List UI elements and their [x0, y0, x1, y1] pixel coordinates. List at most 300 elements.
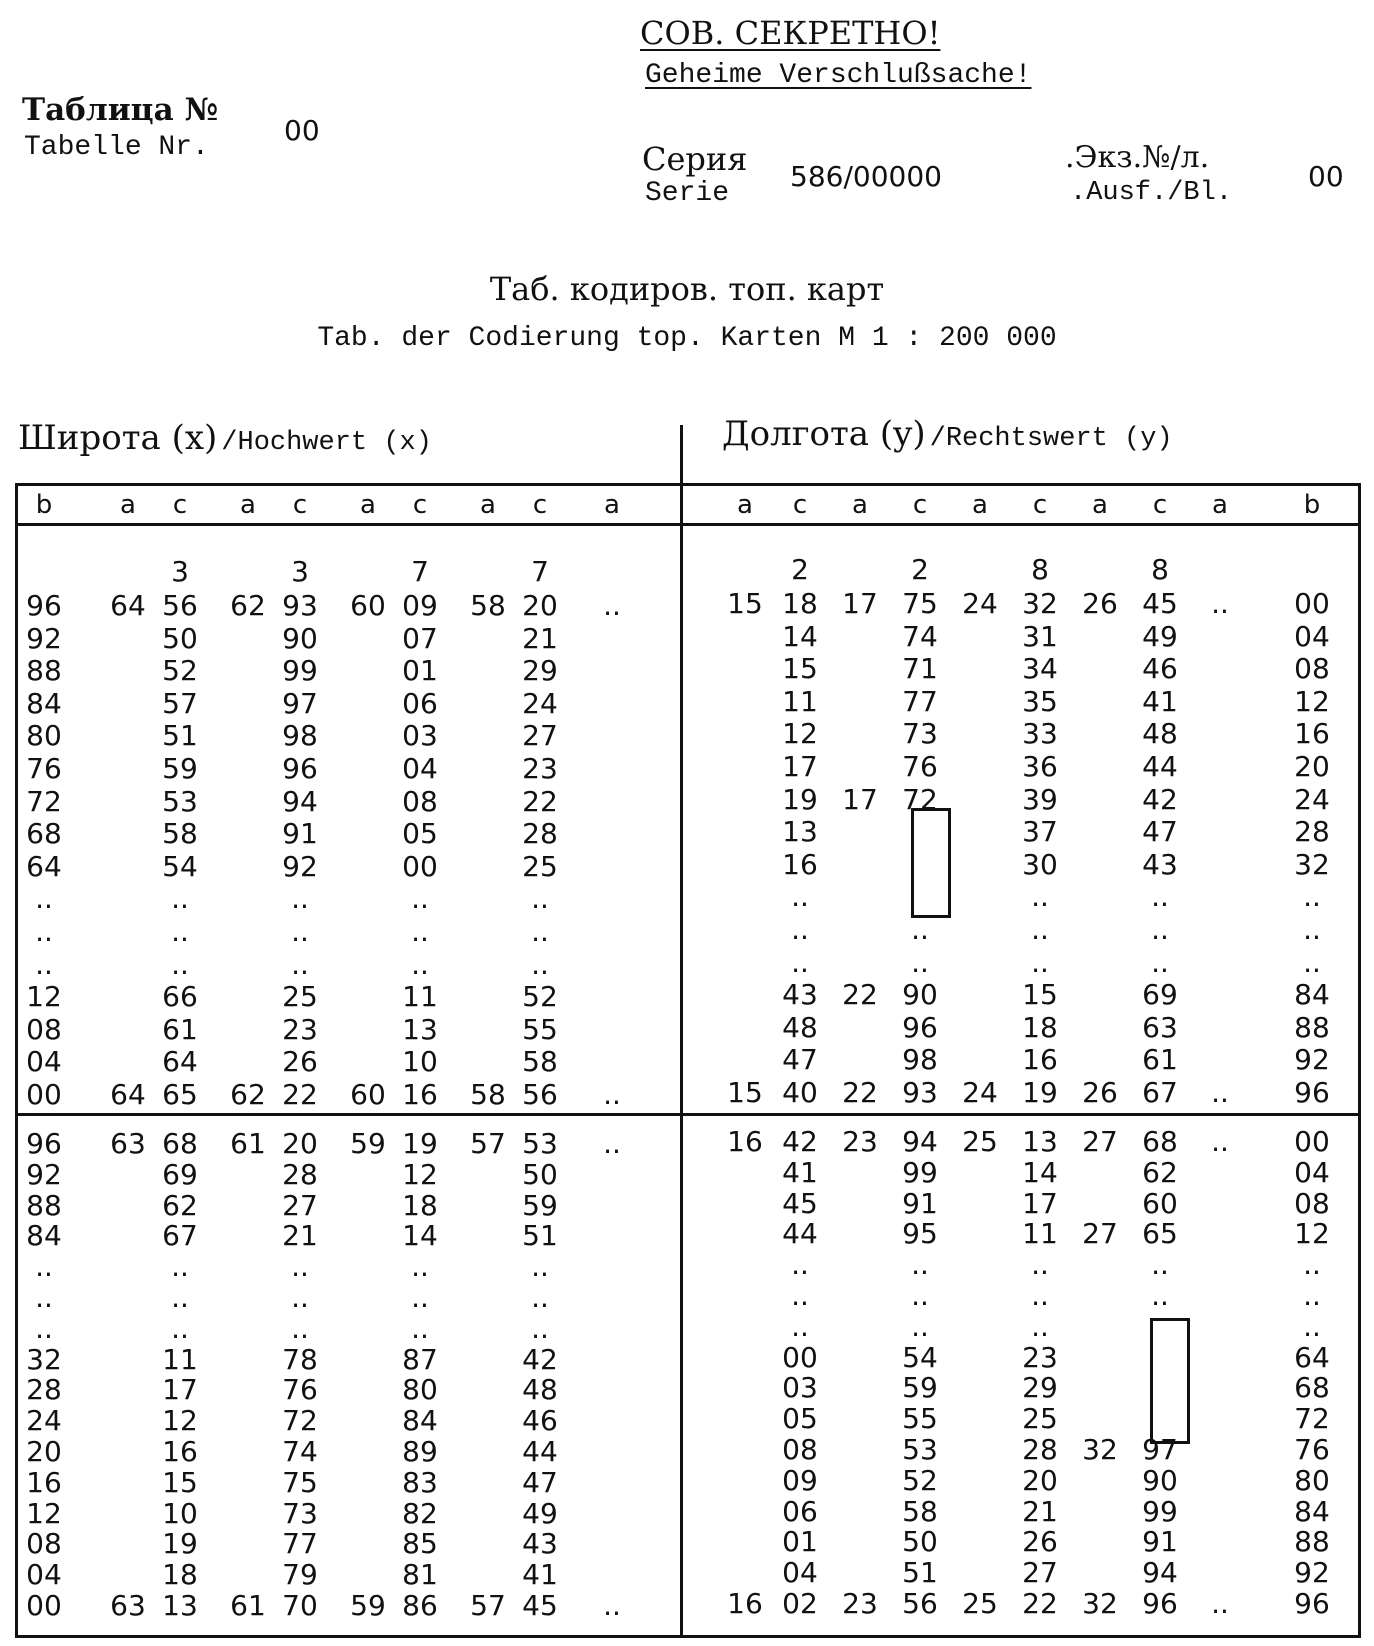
- code-cell: 25: [962, 1587, 998, 1620]
- code-cell: 51: [522, 1219, 558, 1253]
- code-cell: ..: [791, 1279, 809, 1312]
- copy-label-de: .Ausf./Bl.: [1070, 178, 1233, 208]
- code-cell: 57: [162, 686, 198, 720]
- code-cell: 04: [26, 1558, 62, 1592]
- code-cell: ..: [171, 882, 189, 916]
- code-cell: 76: [282, 1373, 318, 1407]
- code-cell: 99: [1142, 1494, 1178, 1528]
- title-de: Tab. der Codierung top. Karten M 1 : 200 000: [317, 323, 1057, 354]
- code-cell: 60: [350, 1078, 386, 1111]
- code-cell: 97: [1142, 1433, 1178, 1466]
- prefix-digit: 7: [411, 555, 429, 588]
- code-cell: 92: [282, 849, 318, 883]
- code-cell: 96: [902, 1010, 938, 1044]
- code-cell: 95: [902, 1217, 938, 1251]
- code-cell: ..: [171, 947, 189, 981]
- code-cell: 31: [1022, 619, 1058, 653]
- code-cell: 67: [162, 1219, 198, 1253]
- code-cell: 17: [782, 750, 818, 783]
- code-cell: 23: [282, 1012, 318, 1046]
- code-cell: ..: [291, 882, 309, 916]
- code-cell: 20: [282, 1127, 318, 1160]
- code-cell: 94: [1142, 1556, 1178, 1590]
- code-cell: 34: [1022, 652, 1058, 686]
- code-cell: 76: [26, 752, 62, 785]
- code-cell: 25: [282, 980, 318, 1014]
- code-cell: 88: [1294, 1010, 1330, 1044]
- code-cell: 71: [902, 652, 938, 686]
- code-cell: 84: [1294, 1494, 1330, 1528]
- code-cell: 88: [1294, 1525, 1330, 1559]
- code-cell: 99: [902, 1155, 938, 1189]
- code-cell: 92: [1294, 1556, 1330, 1590]
- code-cell: ..: [171, 1250, 189, 1284]
- code-cell: 48: [782, 1010, 818, 1044]
- code-cell: 64: [110, 589, 146, 622]
- code-cell: 53: [522, 1127, 558, 1160]
- code-cell: 08: [26, 1527, 62, 1561]
- code-cell: 26: [1022, 1525, 1058, 1559]
- code-cell: 18: [782, 587, 818, 620]
- code-cell: ..: [911, 1248, 929, 1282]
- prefix-digit: 3: [171, 555, 189, 588]
- code-cell: 46: [1142, 652, 1178, 686]
- code-cell: ..: [1031, 1248, 1049, 1282]
- prefix-digit: 3: [291, 555, 309, 588]
- code-cell: 50: [902, 1525, 938, 1559]
- code-cell: 24: [962, 587, 998, 620]
- code-cell: 88: [26, 1188, 62, 1222]
- code-cell: 97: [282, 686, 318, 720]
- code-cell: 26: [282, 1045, 318, 1079]
- code-cell: 90: [282, 621, 318, 655]
- code-cell: 65: [162, 1078, 198, 1111]
- code-cell: ..: [291, 915, 309, 948]
- code-cell: ..: [1151, 945, 1169, 979]
- code-cell: ..: [35, 1311, 53, 1345]
- code-cell: ..: [411, 1311, 429, 1345]
- code-cell: 35: [1022, 684, 1058, 718]
- code-cell: 17: [842, 587, 878, 620]
- code-cell: 16: [1294, 717, 1330, 751]
- code-cell: 16: [782, 847, 818, 881]
- table-no-label-ru: Таблица №: [22, 92, 219, 128]
- code-cell: 17: [842, 782, 878, 816]
- code-cell: 84: [26, 1219, 62, 1253]
- code-cell: 73: [902, 717, 938, 751]
- column-header: c: [1032, 490, 1048, 520]
- code-cell: 61: [162, 1012, 198, 1046]
- code-cell: ..: [531, 1250, 549, 1284]
- code-cell: ..: [291, 1311, 309, 1345]
- code-cell: 96: [26, 589, 62, 622]
- code-cell: 84: [1294, 978, 1330, 1012]
- code-cell: 50: [522, 1157, 558, 1191]
- code-cell: 64: [110, 1078, 146, 1111]
- code-cell: 94: [282, 784, 318, 818]
- code-cell: ..: [1151, 880, 1169, 914]
- code-cell: 44: [1142, 750, 1178, 783]
- column-header: a: [852, 490, 868, 520]
- code-cell: 92: [1294, 1043, 1330, 1077]
- code-cell: 13: [402, 1012, 438, 1046]
- copy-label-ru: .Экз.№/л.: [1065, 140, 1210, 175]
- longitude-heading-de: /Rechtswert (y): [929, 424, 1173, 454]
- code-cell: 63: [1142, 1010, 1178, 1044]
- code-cell: ..: [411, 882, 429, 916]
- code-cell: ..: [603, 1589, 621, 1622]
- code-cell: 62: [230, 1078, 266, 1111]
- code-cell: 11: [162, 1342, 198, 1376]
- code-cell: 00: [782, 1340, 818, 1374]
- column-header: a: [1092, 490, 1108, 520]
- code-cell: 06: [782, 1494, 818, 1528]
- prefix-digit: 2: [791, 553, 809, 586]
- code-cell: 03: [402, 719, 438, 753]
- code-cell: 43: [522, 1527, 558, 1561]
- code-cell: 08: [1294, 652, 1330, 686]
- code-cell: ..: [1303, 1248, 1321, 1282]
- code-cell: 00: [26, 1589, 62, 1622]
- code-cell: 44: [782, 1217, 818, 1251]
- code-cell: 17: [162, 1373, 198, 1407]
- column-header: c: [532, 490, 548, 520]
- column-header: c: [292, 490, 308, 520]
- classification-ru: СОВ. СЕКРЕТНО!: [640, 14, 941, 52]
- code-cell: 21: [522, 621, 558, 655]
- code-cell: 93: [902, 1076, 938, 1109]
- code-cell: 87: [402, 1342, 438, 1376]
- code-cell: 75: [902, 587, 938, 620]
- code-cell: ..: [411, 1281, 429, 1314]
- code-cell: 11: [1022, 1217, 1058, 1251]
- prefix-digit: 7: [531, 555, 549, 588]
- code-cell: 47: [782, 1043, 818, 1077]
- series-label-de: Serie: [645, 178, 730, 209]
- code-cell: 19: [402, 1127, 438, 1160]
- code-cell: 12: [162, 1404, 198, 1438]
- code-cell: 10: [162, 1496, 198, 1530]
- code-cell: 56: [902, 1587, 938, 1620]
- code-cell: 47: [1142, 815, 1178, 849]
- code-cell: 24: [26, 1404, 62, 1438]
- code-cell: 96: [1294, 1587, 1330, 1620]
- code-cell: 98: [282, 719, 318, 753]
- code-cell: 02: [782, 1587, 818, 1620]
- code-cell: 91: [1142, 1525, 1178, 1559]
- code-cell: 80: [402, 1373, 438, 1407]
- code-cell: 27: [1082, 1217, 1118, 1251]
- column-header: a: [1212, 490, 1228, 520]
- code-cell: 32: [1082, 1587, 1118, 1620]
- code-cell: 73: [282, 1496, 318, 1530]
- code-cell: 20: [522, 589, 558, 622]
- code-cell: 55: [902, 1402, 938, 1436]
- copy-value: 00: [1308, 160, 1344, 193]
- code-cell: 41: [782, 1155, 818, 1189]
- code-cell: ..: [1031, 880, 1049, 914]
- code-cell: 43: [782, 978, 818, 1012]
- code-cell: 01: [782, 1525, 818, 1559]
- code-cell: 84: [402, 1404, 438, 1438]
- code-cell: 46: [522, 1404, 558, 1438]
- code-cell: 58: [470, 589, 506, 622]
- code-cell: 47: [522, 1465, 558, 1499]
- code-cell: 19: [782, 782, 818, 816]
- empty-code-box: [911, 808, 951, 918]
- code-cell: 63: [110, 1127, 146, 1160]
- code-cell: 56: [522, 1078, 558, 1111]
- code-cell: ..: [603, 1078, 621, 1111]
- code-cell: ..: [171, 1281, 189, 1314]
- code-cell: 72: [282, 1404, 318, 1438]
- code-cell: 42: [522, 1342, 558, 1376]
- code-cell: 15: [727, 587, 763, 620]
- code-cell: 01: [402, 654, 438, 688]
- code-cell: ..: [1303, 1279, 1321, 1312]
- code-cell: 07: [402, 621, 438, 655]
- code-cell: 21: [1022, 1494, 1058, 1528]
- center-divider: [680, 425, 683, 1638]
- code-cell: 11: [782, 684, 818, 718]
- code-cell: 11: [402, 980, 438, 1014]
- code-cell: 00: [402, 849, 438, 883]
- code-cell: 53: [902, 1433, 938, 1466]
- code-cell: 59: [902, 1371, 938, 1405]
- code-cell: 22: [842, 978, 878, 1012]
- code-cell: 32: [1082, 1433, 1118, 1466]
- classification-de: Geheime Verschlußsache!: [645, 60, 1032, 91]
- code-cell: 57: [470, 1127, 506, 1160]
- column-header: a: [360, 490, 376, 520]
- code-cell: 08: [1294, 1186, 1330, 1220]
- code-cell: 19: [1022, 1076, 1058, 1109]
- code-cell: ..: [911, 945, 929, 979]
- code-cell: ..: [35, 947, 53, 981]
- code-cell: 10: [402, 1045, 438, 1079]
- code-cell: ..: [531, 882, 549, 916]
- code-cell: 18: [162, 1558, 198, 1592]
- code-cell: 74: [282, 1435, 318, 1468]
- code-cell: 27: [1082, 1125, 1118, 1158]
- code-cell: 76: [1294, 1433, 1330, 1466]
- code-cell: 69: [1142, 978, 1178, 1012]
- code-cell: 45: [1142, 587, 1178, 620]
- code-cell: 28: [282, 1157, 318, 1191]
- code-cell: 85: [402, 1527, 438, 1561]
- latitude-heading-ru: Широта (x): [18, 418, 218, 458]
- code-cell: 28: [522, 817, 558, 851]
- code-cell: 49: [522, 1496, 558, 1530]
- column-header: a: [240, 490, 256, 520]
- code-cell: 24: [1294, 782, 1330, 816]
- code-cell: 45: [522, 1589, 558, 1622]
- code-cell: 16: [1022, 1043, 1058, 1077]
- code-cell: 17: [1022, 1186, 1058, 1220]
- code-cell: 40: [782, 1076, 818, 1109]
- code-cell: 22: [282, 1078, 318, 1111]
- column-header: a: [480, 490, 496, 520]
- code-cell: 23: [1022, 1340, 1058, 1374]
- code-cell: 16: [402, 1078, 438, 1111]
- code-cell: 28: [26, 1373, 62, 1407]
- code-cell: ..: [791, 913, 809, 946]
- code-cell: ..: [1303, 880, 1321, 914]
- code-cell: 65: [1142, 1217, 1178, 1251]
- code-cell: 92: [26, 1157, 62, 1191]
- code-cell: ..: [791, 880, 809, 914]
- latitude-heading-de: /Hochwert (x): [221, 428, 432, 458]
- code-cell: ..: [603, 589, 621, 622]
- code-cell: ..: [171, 1311, 189, 1345]
- code-cell: 79: [282, 1558, 318, 1592]
- code-cell: 91: [282, 817, 318, 851]
- code-cell: 72: [902, 782, 938, 816]
- longitude-heading-ru: Долгота (y): [722, 414, 926, 454]
- code-cell: 04: [1294, 619, 1330, 653]
- column-header: a: [604, 490, 620, 520]
- code-cell: ..: [1303, 913, 1321, 946]
- code-cell: 32: [26, 1342, 62, 1376]
- code-cell: 33: [1022, 717, 1058, 751]
- code-cell: 19: [162, 1527, 198, 1561]
- code-cell: 20: [1294, 750, 1330, 783]
- code-cell: 59: [350, 1589, 386, 1622]
- code-cell: 13: [782, 815, 818, 849]
- code-cell: ..: [1211, 1125, 1229, 1158]
- code-cell: 67: [1142, 1076, 1178, 1109]
- code-cell: 61: [230, 1589, 266, 1622]
- code-cell: 62: [162, 1188, 198, 1222]
- code-cell: 25: [1022, 1402, 1058, 1436]
- code-cell: 15: [782, 652, 818, 686]
- code-cell: 80: [26, 719, 62, 753]
- prefix-digit: 2: [911, 553, 929, 586]
- column-header: c: [172, 490, 188, 520]
- code-cell: ..: [531, 947, 549, 981]
- code-cell: 05: [782, 1402, 818, 1436]
- code-cell: 52: [902, 1463, 938, 1497]
- code-cell: 18: [1022, 1010, 1058, 1044]
- code-cell: 16: [727, 1587, 763, 1620]
- code-cell: 77: [282, 1527, 318, 1561]
- code-cell: 93: [282, 589, 318, 622]
- code-cell: 68: [162, 1127, 198, 1160]
- code-cell: 50: [162, 621, 198, 655]
- code-cell: 25: [962, 1125, 998, 1158]
- header-separator: [15, 523, 1361, 526]
- code-cell: 55: [522, 1012, 558, 1046]
- code-cell: 13: [1022, 1125, 1058, 1158]
- code-cell: 78: [282, 1342, 318, 1376]
- code-cell: 13: [162, 1589, 198, 1622]
- code-cell: 36: [1022, 750, 1058, 783]
- code-cell: ..: [911, 913, 929, 946]
- code-cell: 51: [162, 719, 198, 753]
- code-cell: 05: [402, 817, 438, 851]
- code-cell: 27: [282, 1188, 318, 1222]
- code-cell: 23: [522, 752, 558, 785]
- code-cell: ..: [1151, 1248, 1169, 1282]
- code-cell: 68: [1142, 1125, 1178, 1158]
- code-cell: ..: [35, 915, 53, 948]
- code-cell: 22: [842, 1076, 878, 1109]
- code-cell: 28: [1022, 1433, 1058, 1466]
- code-cell: ..: [291, 1250, 309, 1284]
- code-cell: 08: [402, 784, 438, 818]
- title-ru: Таб. кодиров. топ. карт: [489, 270, 885, 308]
- code-cell: 88: [26, 654, 62, 688]
- code-cell: 74: [902, 619, 938, 653]
- code-cell: ..: [1031, 945, 1049, 979]
- code-cell: ..: [1151, 913, 1169, 946]
- code-cell: 30: [1022, 847, 1058, 881]
- column-header: c: [1152, 490, 1168, 520]
- code-cell: ..: [291, 1281, 309, 1314]
- code-cell: 15: [727, 1076, 763, 1109]
- code-cell: 98: [902, 1043, 938, 1077]
- code-cell: 58: [522, 1045, 558, 1079]
- code-cell: 99: [282, 654, 318, 688]
- table-no-value: 00: [284, 114, 320, 147]
- code-cell: 54: [162, 849, 198, 883]
- code-cell: 43: [1142, 847, 1178, 881]
- column-header: a: [972, 490, 988, 520]
- code-cell: 42: [1142, 782, 1178, 816]
- code-cell: 16: [162, 1435, 198, 1468]
- code-cell: 20: [26, 1435, 62, 1468]
- code-cell: 12: [1294, 1217, 1330, 1251]
- code-cell: 12: [1294, 684, 1330, 718]
- code-cell: 80: [1294, 1463, 1330, 1497]
- code-cell: 14: [1022, 1155, 1058, 1189]
- code-cell: 12: [782, 717, 818, 751]
- code-cell: 26: [1082, 1076, 1118, 1109]
- code-cell: 04: [26, 1045, 62, 1079]
- empty-code-box: [1150, 1318, 1190, 1444]
- code-cell: 32: [1294, 847, 1330, 881]
- code-cell: 82: [402, 1496, 438, 1530]
- code-cell: ..: [411, 1250, 429, 1284]
- code-cell: ..: [1031, 1309, 1049, 1343]
- code-cell: 66: [162, 980, 198, 1014]
- column-header: c: [912, 490, 928, 520]
- block-separator: [15, 1113, 1361, 1116]
- code-cell: 51: [902, 1556, 938, 1590]
- code-cell: 42: [782, 1125, 818, 1158]
- code-cell: 49: [1142, 619, 1178, 653]
- code-cell: 26: [1082, 587, 1118, 620]
- code-cell: ..: [791, 1309, 809, 1343]
- code-cell: 84: [26, 686, 62, 720]
- code-cell: 16: [727, 1125, 763, 1158]
- code-cell: 57: [470, 1589, 506, 1622]
- code-cell: 77: [902, 684, 938, 718]
- code-cell: 90: [902, 978, 938, 1012]
- code-cell: ..: [911, 1309, 929, 1343]
- code-cell: ..: [35, 1250, 53, 1284]
- code-cell: ..: [1303, 945, 1321, 979]
- code-cell: 06: [402, 686, 438, 720]
- code-cell: 28: [1294, 815, 1330, 849]
- code-cell: 04: [402, 752, 438, 785]
- code-cell: 72: [1294, 1402, 1330, 1436]
- code-cell: 23: [842, 1125, 878, 1158]
- code-cell: ..: [1303, 1309, 1321, 1343]
- code-cell: 48: [1142, 717, 1178, 751]
- code-cell: 32: [1022, 587, 1058, 620]
- code-cell: ..: [1031, 1279, 1049, 1312]
